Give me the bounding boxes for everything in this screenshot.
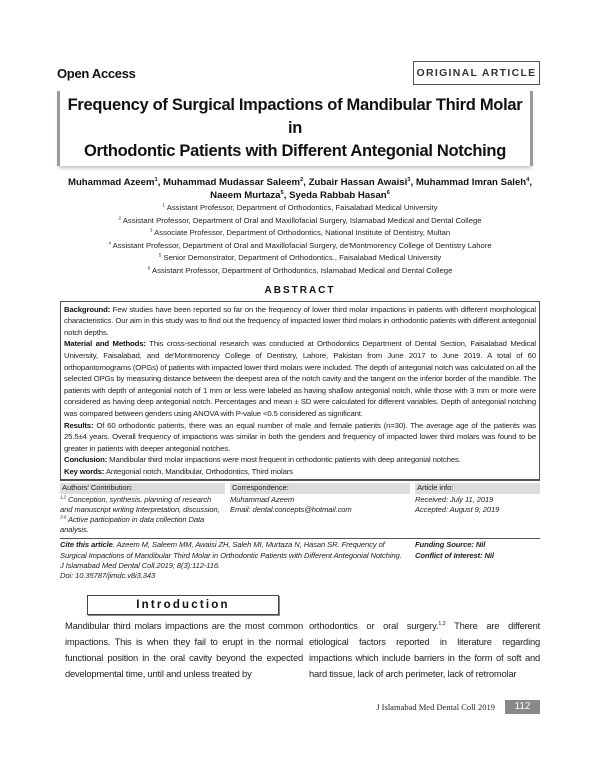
author: Zubair Hassan Awaisi [308, 177, 408, 188]
affiliation: $^3$ Associate Professor, Department of Orthodontics, National Institute of Dentistry, Multan [149, 227, 451, 238]
page-header [57, 60, 540, 86]
body-column-left: Mandibular third molars impactions are the most common impactions. This is when they fail to erupt in the normal functional position in the oral cavity beyond the expected developmental time, until and unless treated by [65, 620, 303, 680]
affiliation: $^5$ Senior Demonstrator, Department of Orthodontics., Faisalabad Medical University [158, 252, 442, 263]
author: Naeem Murtaza [210, 190, 281, 201]
introduction-heading: Introduction [87, 595, 279, 615]
authors-contribution: Authors' Contribution: $^{1,2}$ Conception, synthesis, planning of research and manuscript writing Interpretation, discussion, $^{3-6}$ Active participation in data collection Data analysis. [60, 483, 225, 535]
correspondence: Correspondence: Muhammad Azeem Email: dental.concepts@hotmail.com [230, 483, 410, 535]
author-sup: 5 [280, 189, 284, 196]
open-access-label: Open Access [57, 65, 136, 81]
author: Muhammad Azeem [67, 177, 155, 188]
doi-link[interactable]: Doi: 10.35787/jimdc.v8i3.343 [60, 571, 156, 581]
article-dates: Article info: Received: July 11, 2019 Accepted: August 9, 2019 [415, 483, 540, 535]
author: Syeda Rabbab Hasan [289, 190, 387, 201]
title-line-1: Frequency of Surgical Impactions of Mandibular Third Molar in [67, 96, 523, 137]
body-column-right: orthodontics or oral surgery.$^{1,2}$ There are different etiological factors reported in literature regarding impactions which include barriers in the form of soft and hard tissue, lack of arch perimeter, lack of retromolar [309, 620, 540, 680]
author: Muhammad Imran Saleh [415, 177, 527, 188]
abstract-conclusion: Conclusion: Mandibular third molar impactions were most frequent in orthodontic patients with deep antegonial notches. [64, 455, 461, 465]
abstract-background: Background: Few studies have been reported so far on the frequency of lower third molar impactions in patients with different morphological characteristics. Our aim in this study was to find out the frequency of impacted lower third molars in orthodontic patients with different antegonial notch depths. [64, 304, 536, 337]
page-number: 112 [505, 700, 540, 714]
affiliation: $^2$ Assistant Professor, Department of Oral and Maxillofacial Surgery, Islamabad Medical and Dental College [118, 215, 482, 225]
paper-title [57, 91, 533, 166]
citation-block: Cite this article. Azeem M, Saleem MM, Awaisi ZH, Saleh MI, Murtaza N, Hasan SR. Frequency of Surgical Impactions of Mandibular Third Molar in Orthodontic Patients with Different Antegonial Notching. J Islamabad Med Dental Coll.2019; 8(3):112-116. Doi: 10.35787/jimdc.v8i3.343 Funding Source: Nil Conflict of Interest: Nil [60, 538, 540, 581]
abstract-methods: Material and Methods: This cross-sectional research was conducted at Orthodontics Department of Dental Section, Faisalabad Medical University, Faisalabad, and de'Montmorency College of Dentistry, Lahore, Pakistan from June 2017 to June 2019. A total of 60 orthopantomograms (OPGs) of patients with impacted lower third molars were included. The depth of antegonial notch was calculated on all the selected OPGs by measuring distance between the deepest area of the notch cavity and the tangent on the inferior border of the mandible. The patients with depth of antegonial notch of 1 mm or less were labeled as having shallow antegonial notch, while those with 3 mm or more were considered as having deep antegonial notch. Percentages and mean ± SD were calculated for different variables. Depth of antegonial notching was compared between genders using ANOVA with P-value <0.5 considered as significant. [64, 339, 537, 418]
article-type-badge: ORIGINAL ARTICLE [413, 61, 540, 85]
author-sup: 3 [407, 176, 411, 183]
affiliation: $^1$ Assistant Professor, Department of Orthodontics, Faisalabad Medical University [162, 202, 438, 212]
abstract-box [60, 301, 540, 480]
author-sup: 1 [154, 176, 158, 183]
page-footer [60, 700, 540, 714]
author-list: Muhammad Azeem$^1$, Muhammad Mudassar Saleem$^2$, Zubair Hassan Awaisi$^3$, Muhammad Imran Saleh$^4$, Naeem Murtaza$^5$, Syeda Rabbab Hasan$^6$ [67, 176, 533, 201]
abstract-results: Results: Of 60 orthodontic patients, there was an equal number of male and female patients (n=30). The average age of the patients was 25.5±4 years. Overall frequency of impactions was similar in both the genders and frequency of impacted lower third molars was found to be greater in patients with deeper antegonial notches. [64, 420, 536, 453]
article-info-table [60, 479, 540, 535]
abstract-heading: ABSTRACT [264, 284, 336, 296]
journal-footer: J Islamabad Med Dental Coll 2019 [376, 702, 495, 713]
author-sup: 2 [300, 176, 304, 183]
author: Muhammad Mudassar Saleem [163, 177, 301, 188]
body-columns [65, 618, 540, 682]
title-line-2: Orthodontic Patients with Different Antegonial Notching [84, 142, 506, 160]
abstract-keywords: Key words: Antegonial notch, Mandibular, Orthodontics, Third molars [64, 466, 293, 476]
author-sup: 6 [386, 189, 390, 196]
author-sup: 4 [526, 176, 530, 183]
affiliations [60, 202, 540, 278]
affiliation: $^6$ Assistant Professor, Department of Orthodontics, Islamabad Medical and Dental College [147, 265, 453, 275]
email-link[interactable]: Email: dental.concepts@hotmail.com [230, 504, 352, 514]
affiliation: $^4$ Assistant Professor, Department of Oral and Maxillofacial Surgery, de'Montmorency College of Dentistry Lahore [108, 240, 492, 250]
